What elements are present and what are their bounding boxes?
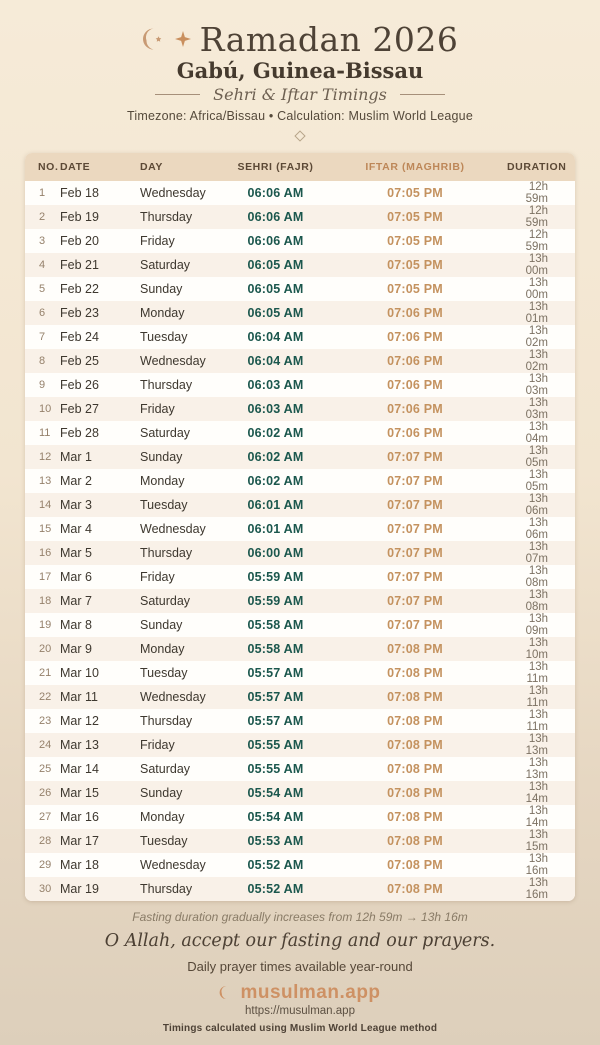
sehri-time-cell: 05:53 AM (247, 834, 304, 848)
duration-cell: 13h 07m (525, 541, 548, 565)
date-cell: Feb 22 (60, 282, 99, 296)
row-number: 7 (39, 331, 46, 343)
row-number: 3 (39, 235, 46, 247)
table-row (25, 493, 575, 517)
date-cell: Mar 3 (60, 498, 92, 512)
day-cell: Monday (140, 642, 185, 656)
table-row (25, 565, 575, 589)
row-number: 1 (39, 187, 46, 199)
iftar-time-cell: 07:08 PM (387, 690, 443, 704)
iftar-time-cell: 07:08 PM (387, 810, 443, 824)
table-row (25, 229, 575, 253)
iftar-time-cell: 07:06 PM (387, 378, 443, 392)
duration-cell: 13h 05m (525, 469, 548, 493)
availability-note: Daily prayer times available year-round (187, 959, 413, 974)
iftar-time-cell: 07:08 PM (387, 666, 443, 680)
date-cell: Mar 2 (60, 474, 92, 488)
day-cell: Tuesday (140, 666, 188, 680)
duration-cell: 13h 05m (525, 445, 548, 469)
table-row (25, 781, 575, 805)
row-number: 29 (39, 859, 52, 871)
duration-cell: 13h 13m (525, 733, 548, 757)
day-cell: Monday (140, 474, 185, 488)
row-number: 19 (39, 619, 52, 631)
day-cell: Sunday (140, 282, 183, 296)
sehri-time-cell: 06:05 AM (247, 282, 304, 296)
table-row (25, 517, 575, 541)
row-number: 24 (39, 739, 52, 751)
sehri-time-cell: 05:52 AM (247, 858, 304, 872)
sehri-time-cell: 05:54 AM (247, 810, 304, 824)
row-number: 6 (39, 307, 46, 319)
sparkle-icon (175, 31, 191, 47)
sehri-time-cell: 05:55 AM (247, 762, 304, 776)
table-row (25, 349, 575, 373)
iftar-time-cell: 07:08 PM (387, 786, 443, 800)
duration-cell: 13h 06m (525, 517, 548, 541)
date-cell: Mar 18 (60, 858, 99, 872)
table-row (25, 805, 575, 829)
duration-cell: 13h 10m (525, 637, 548, 661)
day-cell: Monday (140, 810, 185, 824)
table-row (25, 613, 575, 637)
row-number: 21 (39, 667, 52, 679)
iftar-time-cell: 07:08 PM (387, 642, 443, 656)
iftar-time-cell: 07:08 PM (387, 882, 443, 896)
section-title-row (0, 84, 600, 104)
divider-line-left (155, 94, 200, 95)
day-cell: Thursday (140, 378, 193, 392)
row-number: 22 (39, 691, 52, 703)
page-header (0, 0, 600, 142)
day-cell: Tuesday (140, 834, 188, 848)
brand-crescent-icon (219, 985, 234, 1000)
timings-table-card (25, 153, 575, 901)
row-number: 18 (39, 595, 52, 607)
page-footer (0, 910, 600, 1034)
table-row (25, 637, 575, 661)
date-cell: Mar 12 (60, 714, 99, 728)
day-cell: Wednesday (140, 186, 206, 200)
date-cell: Mar 13 (60, 738, 99, 752)
table-row (25, 277, 575, 301)
sehri-time-cell: 06:06 AM (247, 210, 304, 224)
date-cell: Mar 4 (60, 522, 92, 536)
table-row (25, 877, 575, 901)
date-cell: Mar 5 (60, 546, 92, 560)
sehri-time-cell: 05:55 AM (247, 738, 304, 752)
column-header-iftar: IFTAR (MAGHRIB) (323, 153, 507, 181)
timezone-calculation-meta: Timezone: Africa/Bissau • Calculation: Muslim World League (127, 109, 473, 123)
brand-name: musulman.app (240, 982, 381, 1003)
date-cell: Mar 1 (60, 450, 92, 464)
date-cell: Mar 8 (60, 618, 92, 632)
duration-cell: 13h 16m (525, 877, 548, 901)
section-title: Sehri & Iftar Timings (213, 84, 387, 104)
sehri-time-cell: 06:02 AM (247, 450, 304, 464)
table-row (25, 253, 575, 277)
date-cell: Mar 11 (60, 690, 98, 704)
duration-cell: 13h 08m (525, 589, 548, 613)
row-number: 9 (39, 379, 46, 391)
row-number: 5 (39, 283, 46, 295)
duration-cell: 12h 59m (525, 229, 548, 253)
date-cell: Feb 25 (60, 354, 99, 368)
column-header-day: DAY (140, 153, 228, 181)
table-header (25, 153, 575, 181)
duration-cell: 13h 11m (526, 661, 548, 685)
iftar-time-cell: 07:07 PM (387, 498, 443, 512)
sehri-time-cell: 05:59 AM (247, 594, 304, 608)
table-row (25, 445, 575, 469)
row-number: 28 (39, 835, 52, 847)
table-row (25, 757, 575, 781)
sehri-time-cell: 06:02 AM (247, 474, 304, 488)
sehri-time-cell: 06:04 AM (247, 354, 304, 368)
day-cell: Sunday (140, 618, 183, 632)
sehri-time-cell: 06:00 AM (247, 546, 304, 560)
row-number: 14 (39, 499, 52, 511)
row-number: 4 (39, 259, 46, 271)
iftar-time-cell: 07:08 PM (387, 834, 443, 848)
duration-cell: 13h 00m (525, 253, 548, 277)
table-row (25, 181, 575, 205)
day-cell: Wednesday (140, 858, 206, 872)
column-header-sehri: SEHRI (FAJR) (228, 153, 323, 181)
divider-line-right (400, 94, 445, 95)
row-number: 12 (39, 451, 52, 463)
diamond-divider-icon (294, 130, 305, 141)
table-row (25, 541, 575, 565)
day-cell: Wednesday (140, 522, 206, 536)
sehri-time-cell: 06:02 AM (247, 426, 304, 440)
sehri-time-cell: 06:04 AM (247, 330, 304, 344)
date-cell: Mar 7 (60, 594, 92, 608)
duration-cell: 12h 59m (525, 205, 548, 229)
duration-cell: 13h 14m (525, 805, 548, 829)
row-number: 30 (39, 883, 52, 895)
day-cell: Thursday (140, 210, 193, 224)
iftar-time-cell: 07:07 PM (387, 618, 443, 632)
duration-cell: 13h 11m (526, 685, 548, 709)
iftar-time-cell: 07:06 PM (387, 330, 443, 344)
sehri-time-cell: 06:01 AM (247, 522, 304, 536)
iftar-time-cell: 07:06 PM (387, 354, 443, 368)
title-row (0, 18, 600, 60)
crescent-moon-icon (142, 27, 166, 51)
date-cell: Mar 9 (60, 642, 92, 656)
day-cell: Tuesday (140, 330, 188, 344)
duration-cell: 13h 08m (525, 565, 548, 589)
dua-text: O Allah, accept our fasting and our prayers. (104, 931, 496, 951)
day-cell: Sunday (140, 786, 183, 800)
day-cell: Wednesday (140, 354, 206, 368)
iftar-time-cell: 07:05 PM (387, 186, 443, 200)
calculation-method-note: Timings calculated using Muslim World League method (162, 1023, 438, 1034)
day-cell: Friday (140, 402, 175, 416)
day-cell: Wednesday (140, 690, 206, 704)
date-cell: Mar 10 (60, 666, 99, 680)
iftar-time-cell: 07:07 PM (387, 522, 443, 536)
row-number: 26 (39, 787, 52, 799)
table-row (25, 373, 575, 397)
date-cell: Mar 6 (60, 570, 92, 584)
sehri-time-cell: 05:59 AM (247, 570, 304, 584)
date-cell: Feb 28 (60, 426, 99, 440)
day-cell: Saturday (140, 258, 191, 272)
duration-cell: 13h 09m (525, 613, 548, 637)
row-number: 17 (39, 571, 52, 583)
date-cell: Feb 23 (60, 306, 99, 320)
duration-cell: 13h 02m (525, 349, 548, 373)
table-row (25, 589, 575, 613)
iftar-time-cell: 07:06 PM (387, 426, 443, 440)
date-cell: Feb 26 (60, 378, 99, 392)
sehri-time-cell: 05:58 AM (247, 618, 304, 632)
duration-cell: 13h 13m (525, 757, 548, 781)
location-subtitle: Gabú, Guinea-Bissau (176, 58, 424, 83)
day-cell: Saturday (140, 762, 191, 776)
table-row (25, 205, 575, 229)
day-cell: Saturday (140, 426, 191, 440)
date-cell: Mar 17 (60, 834, 99, 848)
day-cell: Tuesday (140, 498, 188, 512)
date-cell: Feb 24 (60, 330, 99, 344)
table-row (25, 685, 575, 709)
day-cell: Thursday (140, 882, 193, 896)
duration-cell: 13h 03m (525, 397, 548, 421)
timings-table-body (25, 181, 575, 901)
day-cell: Monday (140, 306, 185, 320)
day-cell: Sunday (140, 450, 183, 464)
sehri-time-cell: 05:54 AM (247, 786, 304, 800)
sehri-time-cell: 05:58 AM (247, 642, 304, 656)
brand-link[interactable] (0, 982, 600, 1003)
sehri-time-cell: 06:01 AM (247, 498, 304, 512)
date-cell: Mar 16 (60, 810, 99, 824)
iftar-time-cell: 07:07 PM (387, 474, 443, 488)
date-cell: Feb 27 (60, 402, 99, 416)
iftar-time-cell: 07:08 PM (387, 738, 443, 752)
iftar-time-cell: 07:06 PM (387, 402, 443, 416)
row-number: 23 (39, 715, 52, 727)
table-row (25, 709, 575, 733)
row-number: 8 (39, 355, 46, 367)
day-cell: Friday (140, 570, 175, 584)
duration-cell: 13h 01m (525, 301, 548, 325)
timings-table (25, 153, 575, 901)
iftar-time-cell: 07:05 PM (387, 234, 443, 248)
iftar-time-cell: 07:05 PM (387, 282, 443, 296)
iftar-time-cell: 07:07 PM (387, 570, 443, 584)
iftar-time-cell: 07:07 PM (387, 546, 443, 560)
day-cell: Saturday (140, 594, 191, 608)
duration-cell: 12h 59m (525, 181, 548, 205)
iftar-time-cell: 07:05 PM (387, 258, 443, 272)
date-cell: Feb 21 (60, 258, 99, 272)
sehri-time-cell: 06:05 AM (247, 258, 304, 272)
row-number: 10 (39, 403, 52, 415)
day-cell: Thursday (140, 714, 193, 728)
date-cell: Mar 15 (60, 786, 99, 800)
day-cell: Friday (140, 234, 175, 248)
row-number: 2 (39, 211, 46, 223)
duration-cell: 13h 15m (525, 829, 548, 853)
table-row (25, 421, 575, 445)
iftar-time-cell: 07:07 PM (387, 450, 443, 464)
table-row (25, 301, 575, 325)
row-number: 25 (39, 763, 52, 775)
fasting-duration-note: Fasting duration gradually increases from 12h 59m → 13h 16m (132, 910, 468, 924)
row-number: 20 (39, 643, 52, 655)
iftar-time-cell: 07:05 PM (387, 210, 443, 224)
table-row (25, 325, 575, 349)
duration-cell: 13h 14m (525, 781, 548, 805)
iftar-time-cell: 07:06 PM (387, 306, 443, 320)
table-row (25, 829, 575, 853)
row-number: 16 (39, 547, 52, 559)
iftar-time-cell: 07:08 PM (387, 762, 443, 776)
sehri-time-cell: 06:05 AM (247, 306, 304, 320)
diamond-divider (0, 130, 600, 142)
page-title: Ramadan 2026 (199, 19, 459, 59)
iftar-time-cell: 07:07 PM (387, 594, 443, 608)
column-header-duration: DURATION (507, 153, 575, 181)
duration-cell: 13h 02m (525, 325, 548, 349)
sehri-time-cell: 06:06 AM (247, 234, 304, 248)
brand-url-link[interactable]: https://musulman.app (245, 1005, 355, 1017)
sehri-time-cell: 05:57 AM (247, 714, 304, 728)
sehri-time-cell: 05:57 AM (247, 690, 304, 704)
date-cell: Mar 14 (60, 762, 99, 776)
row-number: 11 (39, 427, 51, 439)
date-cell: Feb 20 (60, 234, 99, 248)
sehri-time-cell: 06:03 AM (247, 402, 304, 416)
date-cell: Mar 19 (60, 882, 99, 896)
table-row (25, 397, 575, 421)
table-row (25, 469, 575, 493)
column-header-no: NO. (25, 153, 60, 181)
date-cell: Feb 18 (60, 186, 99, 200)
duration-cell: 13h 16m (525, 853, 548, 877)
column-header-date: DATE (60, 153, 140, 181)
sehri-time-cell: 06:03 AM (247, 378, 304, 392)
sehri-time-cell: 06:06 AM (247, 186, 304, 200)
row-number: 13 (39, 475, 52, 487)
iftar-time-cell: 07:08 PM (387, 858, 443, 872)
duration-cell: 13h 06m (525, 493, 548, 517)
row-number: 15 (39, 523, 52, 535)
row-number: 27 (39, 811, 52, 823)
sehri-time-cell: 05:57 AM (247, 666, 304, 680)
table-row (25, 733, 575, 757)
duration-cell: 13h 04m (525, 421, 548, 445)
duration-cell: 13h 03m (525, 373, 548, 397)
day-cell: Thursday (140, 546, 193, 560)
duration-cell: 13h 00m (525, 277, 548, 301)
iftar-time-cell: 07:08 PM (387, 714, 443, 728)
day-cell: Friday (140, 738, 175, 752)
table-row (25, 853, 575, 877)
duration-cell: 13h 11m (526, 709, 548, 733)
table-row (25, 661, 575, 685)
date-cell: Feb 19 (60, 210, 99, 224)
sehri-time-cell: 05:52 AM (247, 882, 304, 896)
